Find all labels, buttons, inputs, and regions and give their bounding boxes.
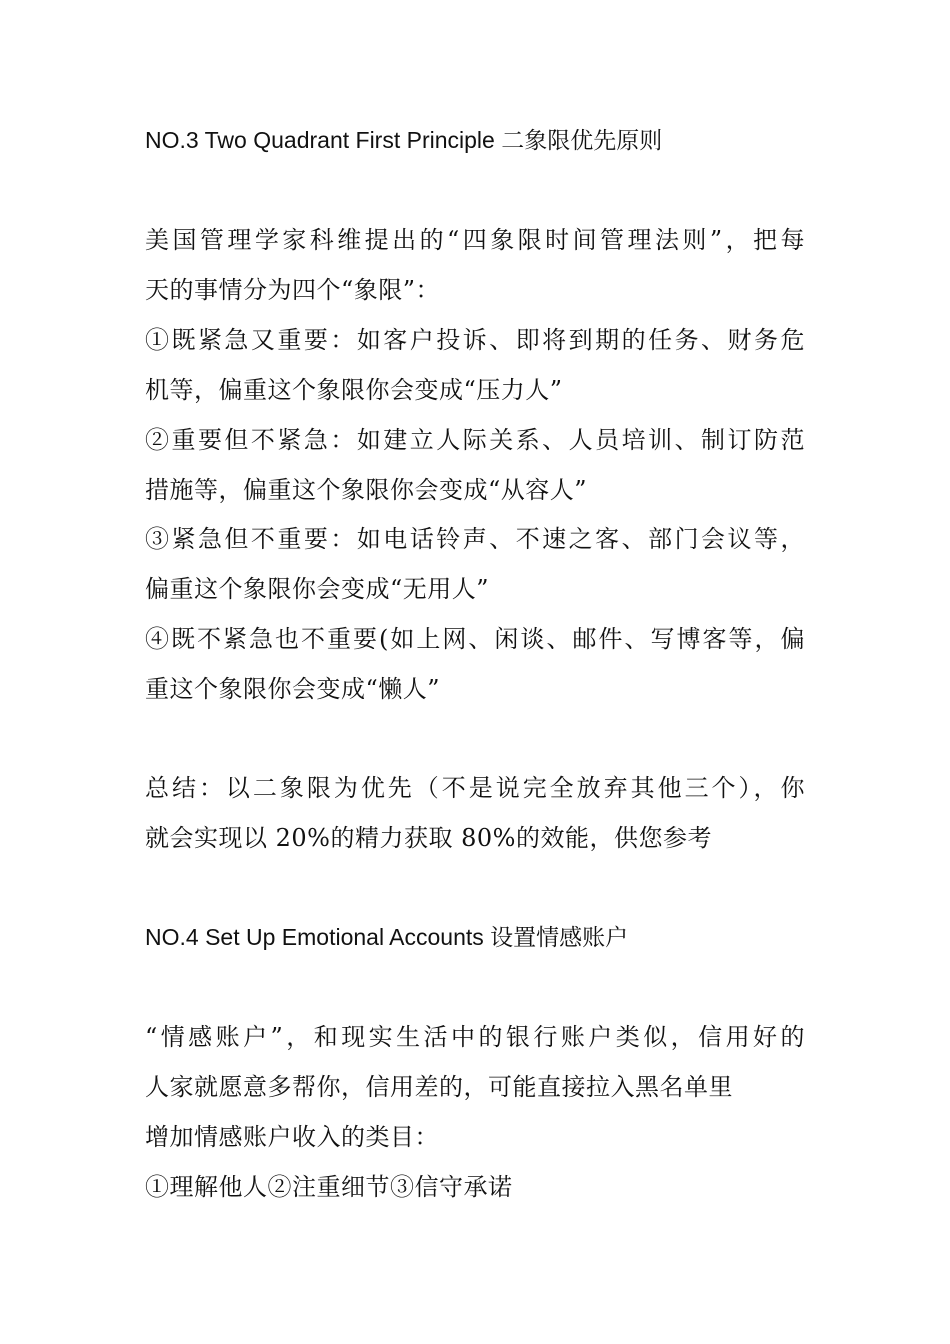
summary-line-1: 总结：以二象限为优先（不是说完全放弃其他三个），你 [145,774,805,802]
paragraph-line: 美国管理学家科维提出的“四象限时间管理法则”，把每 [145,226,805,254]
quadrant-item-2-line-1: ②重要但不紧急：如建立人际关系、人员培训、制订防范 [145,426,805,454]
quadrant-item-4-line-2: 重这个象限你会变成“懒人” [145,675,441,703]
paragraph-line: “情感账户”，和现实生活中的银行账户类似，信用好的 [145,1023,805,1051]
paragraph-line: 人家就愿意多帮你，信用差的，可能直接拉入黑名单里 [145,1073,733,1101]
list-items: ①理解他人②注重细节③信守承诺 [145,1173,513,1201]
section-heading-no3: NO.3 Two Quadrant First Principle 二象限优先原则 [145,127,663,153]
section-heading-no4: NO.4 Set Up Emotional Accounts 设置情感账户 [145,924,629,950]
paragraph-line: 天的事情分为四个“象限”： [145,276,441,304]
quadrant-item-3-line-1: ③紧急但不重要：如电话铃声、不速之客、部门会议等， [145,525,805,553]
quadrant-item-1-line-1: ①既紧急又重要：如客户投诉、即将到期的任务、财务危 [145,326,805,354]
summary-line-2: 就会实现以 20%的精力获取 80%的效能，供您参考 [145,824,712,852]
quadrant-item-2-line-2: 措施等，偏重这个象限你会变成“从容人” [145,476,588,504]
list-title: 增加情感账户收入的类目： [145,1123,439,1151]
quadrant-item-1-line-2: 机等，偏重这个象限你会变成“压力人” [145,376,563,404]
quadrant-item-4-line-1: ④既不紧急也不重要(如上网、闲谈、邮件、写博客等，偏 [145,625,805,653]
quadrant-item-3-line-2: 偏重这个象限你会变成“无用人” [145,575,490,603]
